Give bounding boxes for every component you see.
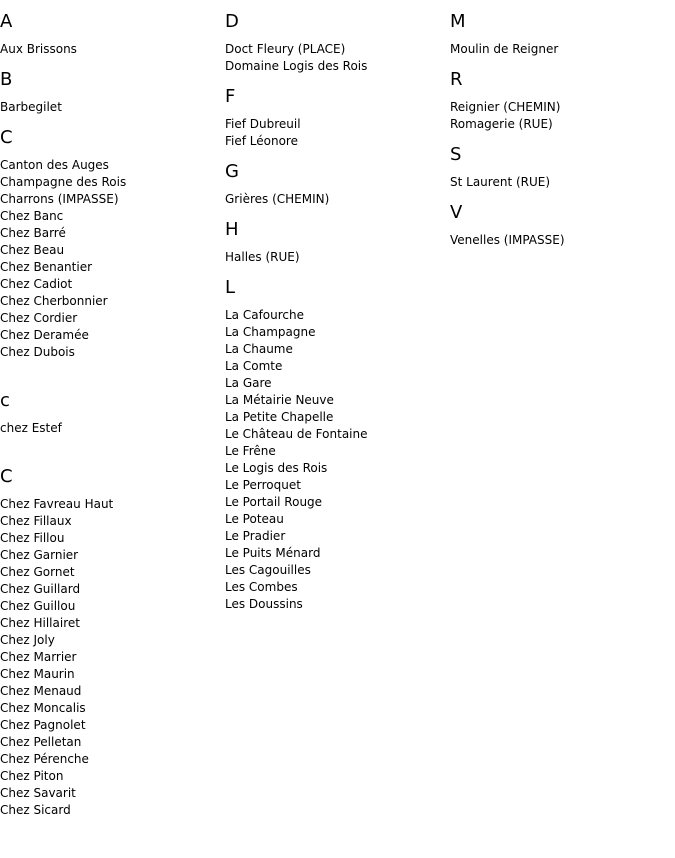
- street-item[interactable]: Champagne des Rois: [0, 175, 127, 189]
- group-c-continued: [0, 466, 220, 819]
- street-list: [225, 41, 445, 75]
- street-item[interactable]: Chez Guillou: [0, 599, 76, 613]
- street-item[interactable]: Chez Fillou: [0, 531, 65, 545]
- street-item[interactable]: Chez Deramée: [0, 328, 89, 342]
- group-b: [0, 69, 220, 116]
- letter-heading: D: [225, 11, 239, 32]
- column-3: [450, 0, 670, 249]
- letter-heading: R: [450, 69, 463, 90]
- street-list: [225, 191, 445, 208]
- letter-heading: B: [0, 69, 13, 90]
- street-item[interactable]: Chez Maurin: [0, 667, 75, 681]
- street-item[interactable]: Chez Cordier: [0, 311, 78, 325]
- group-g: [225, 161, 445, 208]
- street-item[interactable]: Aux Brissons: [0, 42, 77, 56]
- letter-heading: V: [450, 202, 463, 223]
- group-d: [225, 11, 445, 75]
- street-list: [450, 41, 670, 58]
- street-item[interactable]: Domaine Logis des Rois: [225, 59, 368, 73]
- column-1: [0, 0, 220, 819]
- street-item[interactable]: Chez Moncalis: [0, 701, 86, 715]
- street-item[interactable]: Chez Pérenche: [0, 752, 89, 766]
- spacer: [0, 361, 220, 379]
- group-l: [225, 277, 445, 613]
- street-list: [450, 174, 670, 191]
- street-item[interactable]: Fief Léonore: [225, 134, 298, 148]
- street-item[interactable]: Halles (RUE): [225, 250, 300, 264]
- street-item[interactable]: Chez Guillard: [0, 582, 81, 596]
- street-item[interactable]: Chez Pelletan: [0, 735, 82, 749]
- street-item[interactable]: La Métairie Neuve: [225, 393, 334, 407]
- letter-heading: C: [0, 127, 13, 148]
- street-item[interactable]: Chez Hillairet: [0, 616, 80, 630]
- street-item[interactable]: Le Poteau: [225, 512, 284, 526]
- street-item[interactable]: La Chaume: [225, 342, 293, 356]
- street-item[interactable]: Chez Cadiot: [0, 277, 73, 291]
- group-c-lower: [0, 390, 220, 437]
- spacer: [0, 437, 220, 455]
- street-item[interactable]: Chez Benantier: [0, 260, 93, 274]
- group-c: [0, 127, 220, 361]
- group-m: [450, 11, 670, 58]
- street-list: [0, 496, 220, 819]
- letter-heading: M: [450, 11, 466, 32]
- street-item[interactable]: La Cafourche: [225, 308, 305, 322]
- street-item[interactable]: Canton des Auges: [0, 158, 109, 172]
- group-r: [450, 69, 670, 133]
- street-item[interactable]: La Champagne: [225, 325, 316, 339]
- street-item[interactable]: Grières (CHEMIN): [225, 192, 330, 206]
- street-list: [0, 41, 220, 58]
- street-item[interactable]: Fief Dubreuil: [225, 117, 301, 131]
- street-item[interactable]: Chez Beau: [0, 243, 65, 257]
- street-item[interactable]: Le Pradier: [225, 529, 286, 543]
- street-item[interactable]: Chez Fillaux: [0, 514, 72, 528]
- street-item[interactable]: Chez Joly: [0, 633, 55, 647]
- street-item[interactable]: Moulin de Reigner: [450, 42, 559, 56]
- street-item[interactable]: La Gare: [225, 376, 272, 390]
- street-item[interactable]: Le Château de Fontaine: [225, 427, 368, 441]
- street-item[interactable]: Les Combes: [225, 580, 298, 594]
- street-item[interactable]: Charrons (IMPASSE): [0, 192, 119, 206]
- letter-heading: S: [450, 144, 462, 165]
- street-item[interactable]: Chez Dubois: [0, 345, 75, 359]
- street-item[interactable]: Chez Menaud: [0, 684, 82, 698]
- street-item[interactable]: Chez Pagnolet: [0, 718, 86, 732]
- letter-heading: C: [0, 466, 13, 487]
- street-item[interactable]: Romagerie (RUE): [450, 117, 553, 131]
- street-item[interactable]: Barbegilet: [0, 100, 62, 114]
- street-item[interactable]: Le Portail Rouge: [225, 495, 323, 509]
- street-item[interactable]: Venelles (IMPASSE): [450, 233, 565, 247]
- street-item[interactable]: Chez Gornet: [0, 565, 75, 579]
- street-item[interactable]: St Laurent (RUE): [450, 175, 551, 189]
- street-list: [450, 232, 670, 249]
- group-s: [450, 144, 670, 191]
- letter-heading: H: [225, 219, 239, 240]
- letter-heading: c: [0, 390, 10, 411]
- street-item[interactable]: Chez Piton: [0, 769, 64, 783]
- street-list: [225, 249, 445, 266]
- street-item[interactable]: Chez Banc: [0, 209, 64, 223]
- street-item[interactable]: Reignier (CHEMIN): [450, 100, 561, 114]
- street-item[interactable]: Chez Favreau Haut: [0, 497, 114, 511]
- street-item[interactable]: La Comte: [225, 359, 283, 373]
- street-item[interactable]: Doct Fleury (PLACE): [225, 42, 346, 56]
- group-a: [0, 11, 220, 58]
- street-list: [225, 307, 445, 613]
- group-f: [225, 86, 445, 150]
- street-item[interactable]: Chez Savarit: [0, 786, 76, 800]
- street-item[interactable]: Le Logis des Rois: [225, 461, 328, 475]
- street-list: [225, 116, 445, 150]
- letter-heading: L: [225, 277, 236, 298]
- street-item[interactable]: Chez Cherbonnier: [0, 294, 108, 308]
- street-item[interactable]: Chez Sicard: [0, 803, 71, 817]
- street-item[interactable]: chez Estef: [0, 421, 62, 435]
- street-item[interactable]: Le Perroquet: [225, 478, 301, 492]
- street-item[interactable]: Les Doussins: [225, 597, 303, 611]
- group-h: [225, 219, 445, 266]
- street-item[interactable]: Les Cagouilles: [225, 563, 311, 577]
- letter-heading: A: [0, 11, 13, 32]
- group-v: [450, 202, 670, 249]
- letter-heading: F: [225, 86, 236, 107]
- street-list: [0, 157, 220, 361]
- street-item[interactable]: Chez Marrier: [0, 650, 77, 664]
- street-item[interactable]: Chez Barré: [0, 226, 66, 240]
- column-2: [225, 0, 445, 613]
- street-item[interactable]: La Petite Chapelle: [225, 410, 334, 424]
- street-item[interactable]: Le Frêne: [225, 444, 276, 458]
- letter-heading: G: [225, 161, 239, 182]
- street-list: [450, 99, 670, 133]
- street-list: [0, 99, 220, 116]
- street-item[interactable]: Chez Garnier: [0, 548, 79, 562]
- street-list: [0, 420, 220, 437]
- street-item[interactable]: Le Puits Ménard: [225, 546, 321, 560]
